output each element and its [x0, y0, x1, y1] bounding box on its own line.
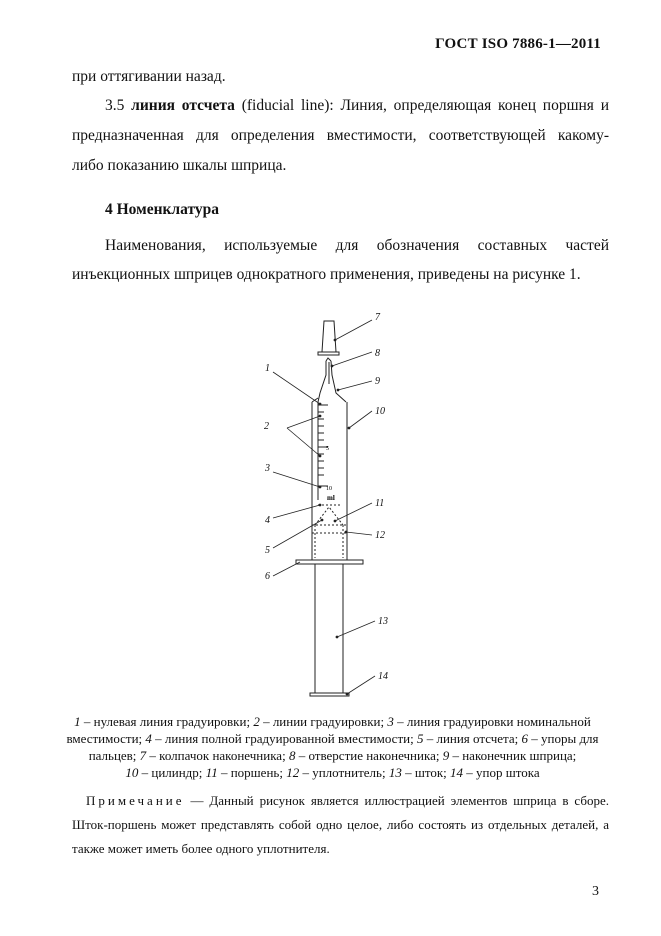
- plunger-stopper: [315, 507, 343, 525]
- finger-grips: [296, 560, 363, 564]
- figure-caption: [50, 713, 615, 781]
- caption-text: – упор штока: [463, 765, 540, 780]
- caption-text: – цилиндр;: [138, 765, 206, 780]
- term-definition-start: Линия, определяющая конец поршня и: [340, 97, 610, 114]
- scale-label-5: 5: [326, 446, 329, 452]
- callout-14: 14: [378, 671, 388, 682]
- callout-5: 5: [265, 545, 270, 556]
- leader-7: [335, 320, 372, 340]
- leader-14: [347, 676, 375, 694]
- note-line-3: также может иметь более одного уплотнителя.: [72, 841, 330, 856]
- scale-label-10: 10: [326, 486, 332, 492]
- term-name: линия отсчета: [131, 97, 235, 114]
- note-text-1: Данный рисунок является иллюстрацией элементов шприца в сборе.: [209, 793, 609, 808]
- page-number: 3: [592, 884, 599, 899]
- caption-text: – отверстие наконечника;: [295, 748, 443, 763]
- leader-12: [346, 532, 372, 535]
- caption-num: 1: [74, 714, 81, 729]
- leader-10: [349, 411, 372, 428]
- caption-text: – наконечник шприца;: [449, 748, 577, 763]
- barrel-shoulder-left: [312, 398, 318, 402]
- caption-num: 11: [205, 765, 218, 780]
- note-dash: —: [184, 793, 210, 808]
- leader-4: [273, 505, 320, 518]
- note-label: Примечание: [86, 793, 185, 808]
- caption-num: 7: [139, 748, 147, 763]
- caption-text: – линия отсчета;: [423, 731, 522, 746]
- page-header-standard: ГОСТ ISO 7886-1—2011: [435, 36, 601, 52]
- leader-3: [273, 472, 320, 487]
- callout-9: 9: [375, 376, 380, 387]
- caption-num: 5: [416, 731, 424, 746]
- caption-text: – упоры для пальцев;: [88, 731, 599, 763]
- caption-text: – линия полной градуированной вместимости;: [151, 731, 417, 746]
- leader-6: [273, 562, 300, 576]
- callout-13: 13: [378, 616, 388, 627]
- caption-num: 14: [450, 765, 464, 780]
- caption-text: – уплотнитель;: [299, 765, 389, 780]
- caption-text: – нулевая линия градуировки;: [80, 714, 254, 729]
- term-number: 3.5: [105, 97, 125, 114]
- callout-2: 2: [264, 421, 269, 432]
- caption-text: – шток;: [401, 765, 451, 780]
- callout-3: 3: [265, 463, 270, 474]
- section-para-line-1: Наименования, используемые для обозначения составных частей: [105, 237, 609, 254]
- leader-2a: [287, 416, 320, 428]
- callout-11: 11: [375, 498, 385, 509]
- term-3-5-line-2: предназначенная для определения вместимости, соответствующей какому-: [72, 127, 609, 144]
- caption-num: 2: [253, 714, 260, 729]
- caption-num: 13: [388, 765, 402, 780]
- note-line-2: Шток-поршень может представлять собой одно целое, либо состоять из отдельных деталей, а: [72, 817, 609, 832]
- caption-num: 8: [288, 748, 296, 763]
- leader-2b: [287, 428, 320, 456]
- caption-num: 3: [387, 714, 394, 729]
- callout-8: 8: [375, 348, 380, 359]
- caption-num: 10: [125, 765, 139, 780]
- tip-cap: [322, 321, 336, 352]
- callout-4: 4: [265, 515, 270, 526]
- caption-text: – линии градуировки;: [259, 714, 388, 729]
- nozzle-left: [318, 361, 326, 402]
- scale-unit: ml: [327, 494, 335, 502]
- caption-num: 12: [286, 765, 300, 780]
- callout-12: 12: [375, 530, 385, 541]
- continuation-line: при оттягивании назад.: [72, 68, 226, 85]
- term-english: (fiducial line):: [241, 97, 334, 114]
- term-3-5-line-3: либо показанию шкалы шприца.: [72, 157, 287, 174]
- leader-1: [273, 372, 320, 404]
- section-para-line-2: инъекционных шприцев однократного применения, приведены на рисунке 1.: [72, 266, 581, 283]
- callout-10: 10: [375, 406, 385, 417]
- tip-cap-rim: [318, 352, 339, 355]
- callout-1: 1: [265, 363, 270, 374]
- caption-num: 6: [521, 731, 528, 746]
- callout-7: 7: [375, 312, 380, 323]
- caption-num: 4: [145, 731, 152, 746]
- leader-9: [338, 381, 372, 390]
- leader-11: [335, 503, 372, 521]
- section-title: 4 Номенклатура: [105, 201, 220, 218]
- note-line-1: [86, 789, 609, 812]
- nozzle-right: [331, 361, 346, 402]
- caption-text: – линия градуировки номинальной вместимости;: [66, 714, 591, 746]
- caption-num: 9: [442, 748, 450, 763]
- nozzle-tip: [326, 358, 331, 361]
- caption-text: – колпачок наконечника;: [146, 748, 289, 763]
- callout-6: 6: [265, 571, 270, 582]
- caption-text: – поршень;: [217, 765, 287, 780]
- plunger-thumb-rest: [310, 693, 349, 696]
- leader-8: [332, 352, 372, 366]
